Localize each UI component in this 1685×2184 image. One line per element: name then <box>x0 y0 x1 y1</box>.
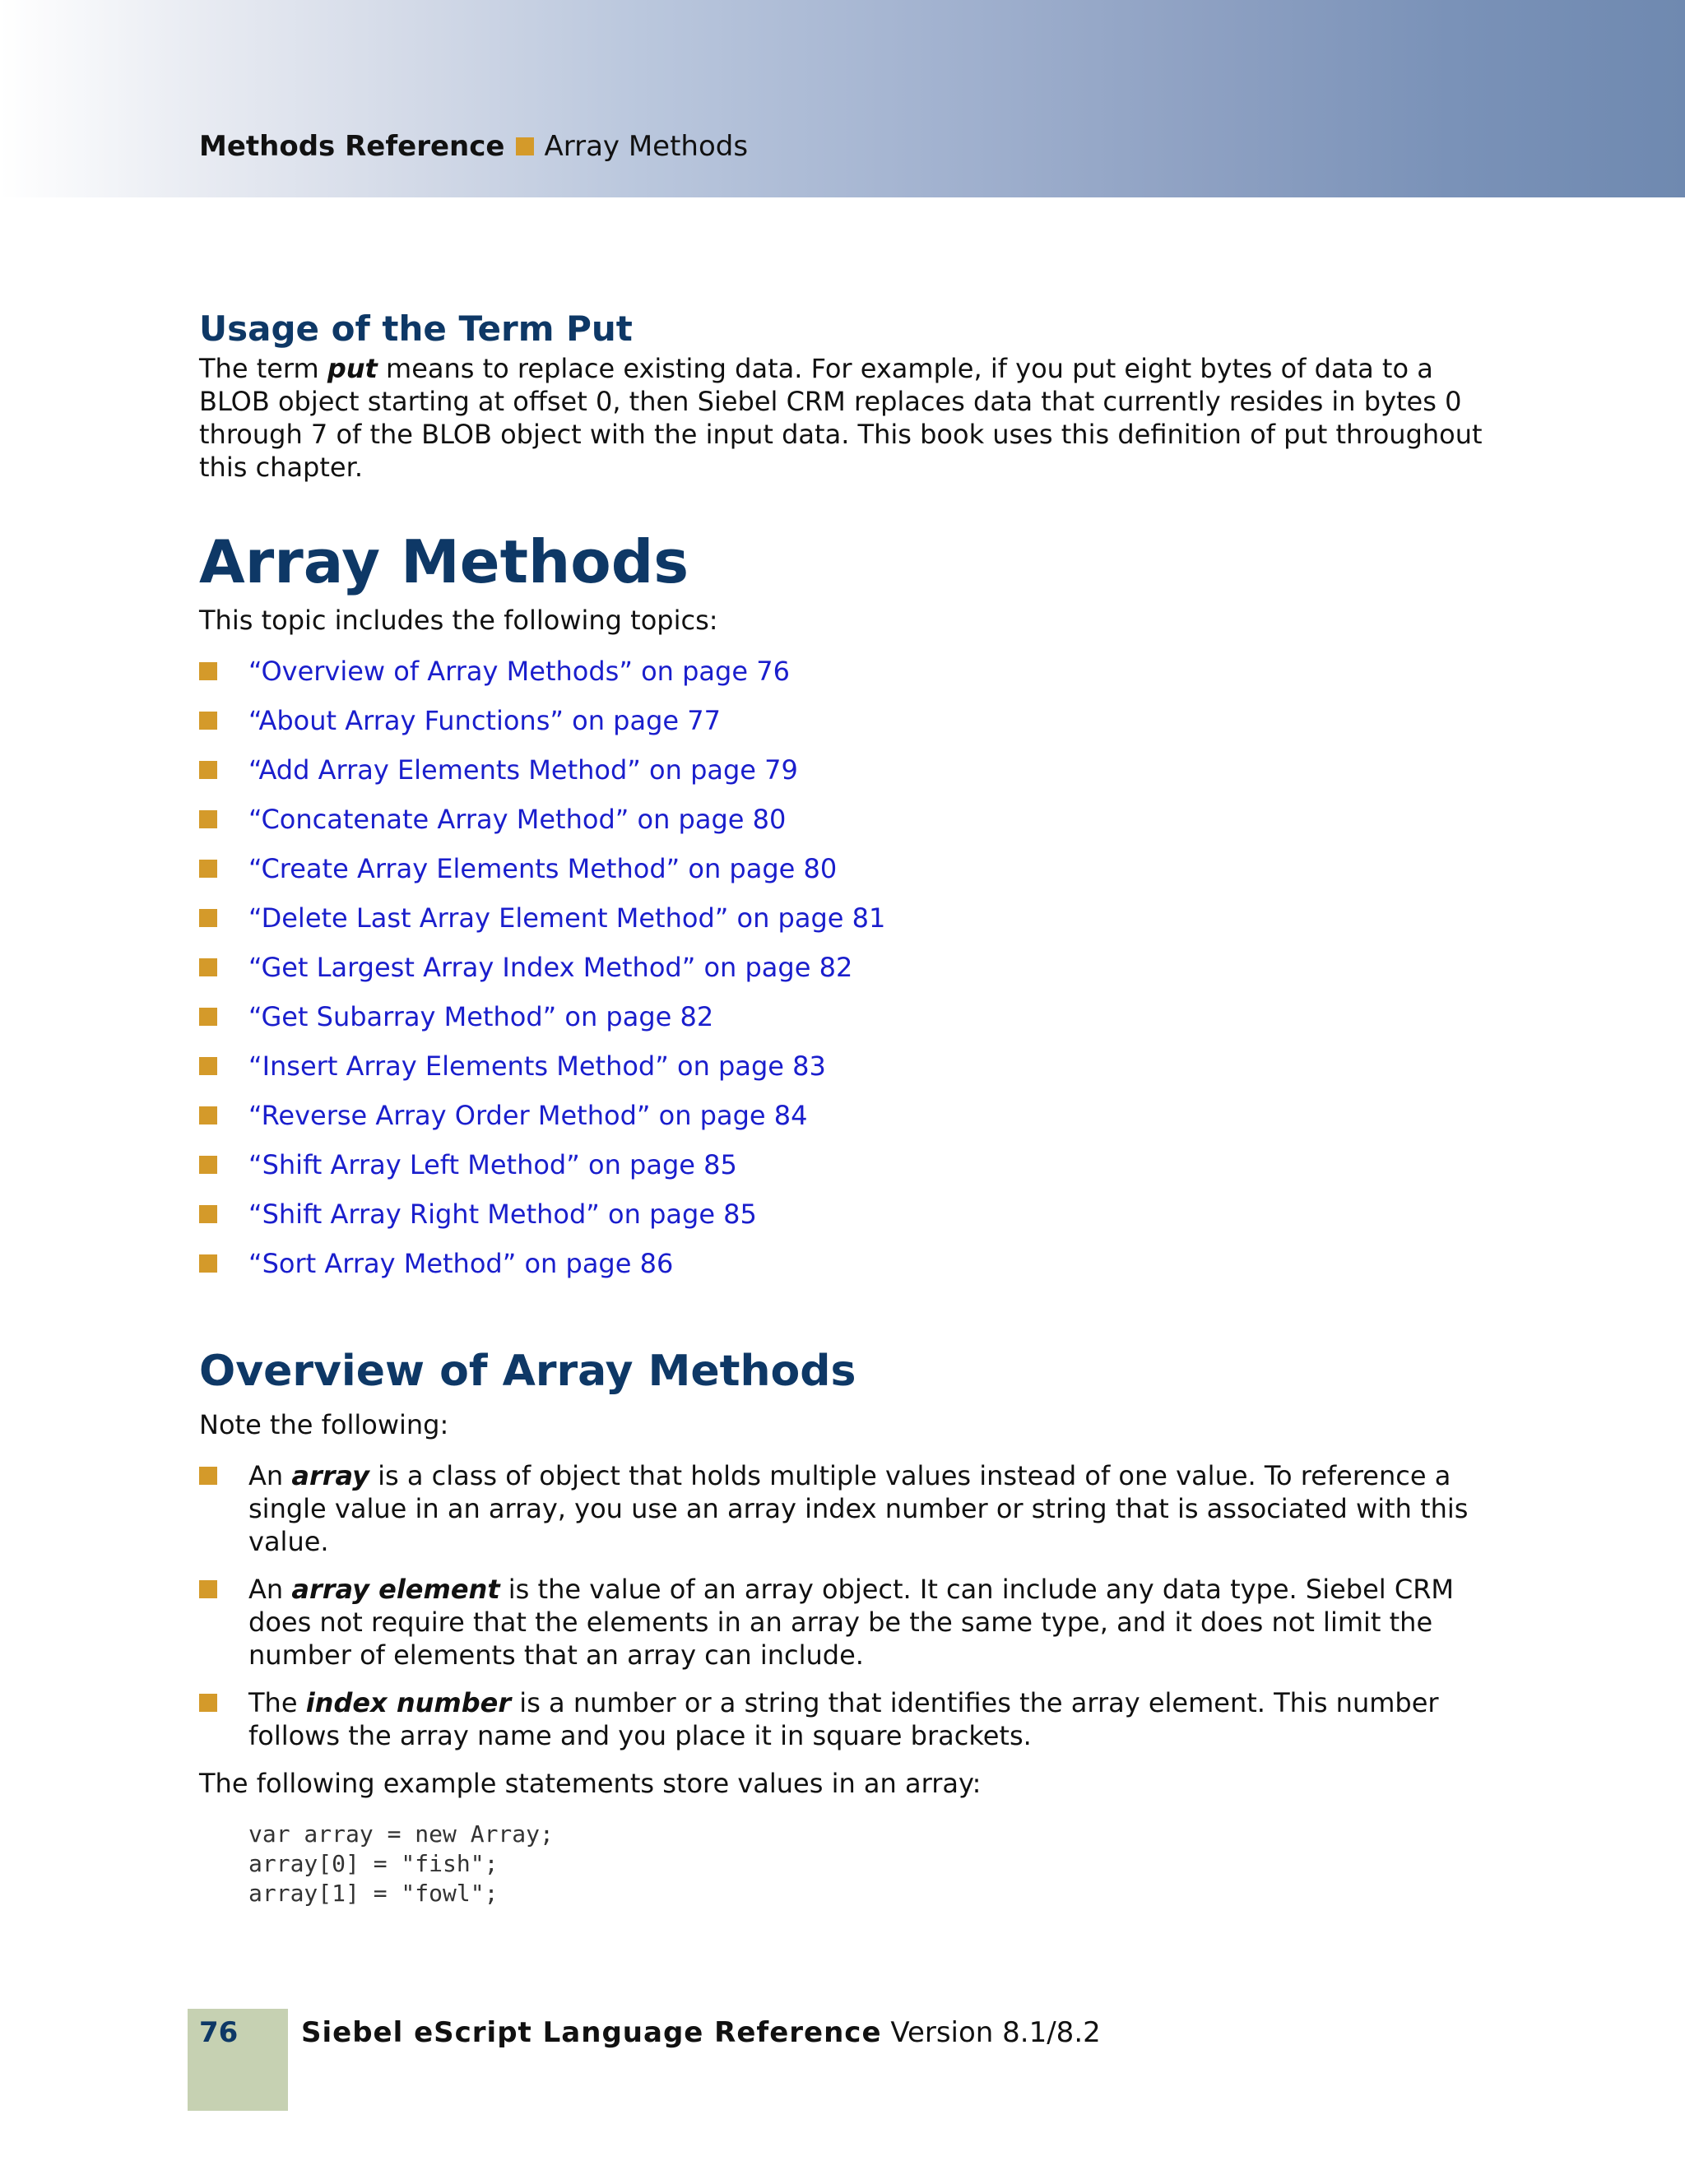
running-header <box>199 130 748 163</box>
note-text-after: is a number or a string that identifies the array element. This number follows the array name and you place it in square brackets. <box>248 1687 1439 1751</box>
footer-page-number: 76 <box>199 2016 239 2049</box>
bullet-square-icon <box>199 1156 217 1174</box>
list-item <box>199 655 1499 688</box>
bullet-square-icon <box>199 1254 217 1273</box>
bullet-square-icon <box>199 761 217 779</box>
example-intro: The following example statements store values in an array: <box>199 1768 982 1799</box>
bullet-square-icon <box>199 958 217 976</box>
note-keyword: array element <box>291 1574 500 1605</box>
list-item <box>199 1198 1499 1231</box>
page-content <box>199 306 1499 1908</box>
list-item <box>199 1000 1499 1033</box>
bullet-square-icon <box>199 860 217 878</box>
list-item <box>199 1148 1499 1181</box>
code-line: array[0] = "fish"; <box>248 1850 499 1877</box>
note-text-before: An <box>248 1574 292 1605</box>
note-keyword: array <box>291 1460 369 1491</box>
header-square-icon <box>516 137 534 155</box>
bullet-square-icon <box>199 1467 217 1485</box>
bullet-square-icon <box>199 1205 217 1223</box>
list-item <box>199 1099 1499 1132</box>
usage-text-before: The term <box>199 353 327 384</box>
topic-link-subarray[interactable]: “Get Subarray Method” on page 82 <box>248 1001 714 1032</box>
topic-link-shift-left[interactable]: “Shift Array Left Method” on page 85 <box>248 1149 737 1180</box>
header-section: Methods Reference <box>199 130 505 163</box>
usage-paragraph <box>199 352 1499 484</box>
overview-intro: Note the following: <box>199 1409 449 1440</box>
overview-heading: Overview of Array Methods <box>199 1347 856 1396</box>
bullet-square-icon <box>199 909 217 927</box>
list-item <box>199 1686 1499 1752</box>
bullet-square-icon <box>199 712 217 730</box>
list-item <box>199 902 1499 934</box>
overview-note-list <box>199 1459 1499 1752</box>
bullet-square-icon <box>199 1106 217 1124</box>
header-subsection: Array Methods <box>544 130 749 163</box>
list-item <box>199 1050 1499 1083</box>
topic-link-sort[interactable]: “Sort Array Method” on page 86 <box>248 1248 674 1279</box>
list-item <box>199 951 1499 984</box>
bullet-square-icon <box>199 662 217 680</box>
topic-link-largest-index[interactable]: “Get Largest Array Index Method” on page 82 <box>248 952 853 983</box>
bullet-square-icon <box>199 810 217 828</box>
footer-title-text: Siebel eScript Language Reference <box>301 2016 882 2049</box>
usage-heading: Usage of the Term Put <box>199 308 633 349</box>
list-item <box>199 852 1499 885</box>
header-band <box>0 0 1685 197</box>
list-item <box>199 1247 1499 1280</box>
code-line: array[1] = "fowl"; <box>248 1880 499 1907</box>
usage-text-after: means to replace existing data. For example, if you put eight bytes of data to a BLOB object starting at offset 0, then Siebel CRM replaces data that currently resides in bytes 0 through 7 of the BLOB object with the input data. This book uses this definition of put throughout this chapter. <box>199 353 1483 483</box>
topic-link-shift-right[interactable]: “Shift Array Right Method” on page 85 <box>248 1199 757 1230</box>
note-keyword: index number <box>305 1687 512 1718</box>
note-text-before: The <box>248 1687 306 1718</box>
note-text-after: is the value of an array object. It can include any data type. Siebel CRM does not require that the elements in an array be the same type, and it does not limit the number of elements that an array can include. <box>248 1574 1455 1671</box>
topic-link-reverse-order[interactable]: “Reverse Array Order Method” on page 84 <box>248 1100 808 1131</box>
topic-link-create-elements[interactable]: “Create Array Elements Method” on page 80 <box>248 853 838 884</box>
code-block <box>248 1820 1499 1908</box>
code-line: var array = new Array; <box>248 1820 554 1848</box>
topic-link-delete-last[interactable]: “Delete Last Array Element Method” on page 81 <box>248 902 886 934</box>
footer-version: Version 8.1/8.2 <box>881 2016 1101 2049</box>
topic-link-about-functions[interactable]: “About Array Functions” on page 77 <box>248 705 721 736</box>
bullet-square-icon <box>199 1580 217 1598</box>
topic-link-insert-elements[interactable]: “Insert Array Elements Method” on page 83 <box>248 1050 826 1082</box>
bullet-square-icon <box>199 1008 217 1026</box>
list-item <box>199 803 1499 836</box>
bullet-square-icon <box>199 1694 217 1712</box>
usage-keyword: put <box>327 353 378 384</box>
note-text-after: is a class of object that holds multiple values instead of one value. To reference a single value in an array, you use an array index number or string that is associated with this value. <box>248 1460 1469 1557</box>
topic-link-list <box>199 655 1499 1280</box>
list-item <box>199 704 1499 737</box>
list-item <box>199 1573 1499 1672</box>
topic-link-add-elements[interactable]: “Add Array Elements Method” on page 79 <box>248 754 798 786</box>
array-methods-heading: Array Methods <box>199 527 689 596</box>
topic-link-concatenate[interactable]: “Concatenate Array Method” on page 80 <box>248 804 787 835</box>
footer-book-title <box>301 2015 1101 2050</box>
topic-link-overview[interactable]: “Overview of Array Methods” on page 76 <box>248 656 790 687</box>
bullet-square-icon <box>199 1057 217 1075</box>
array-methods-intro: This topic includes the following topics: <box>199 605 718 636</box>
list-item <box>199 754 1499 786</box>
list-item <box>199 1459 1499 1558</box>
note-text-before: An <box>248 1460 292 1491</box>
